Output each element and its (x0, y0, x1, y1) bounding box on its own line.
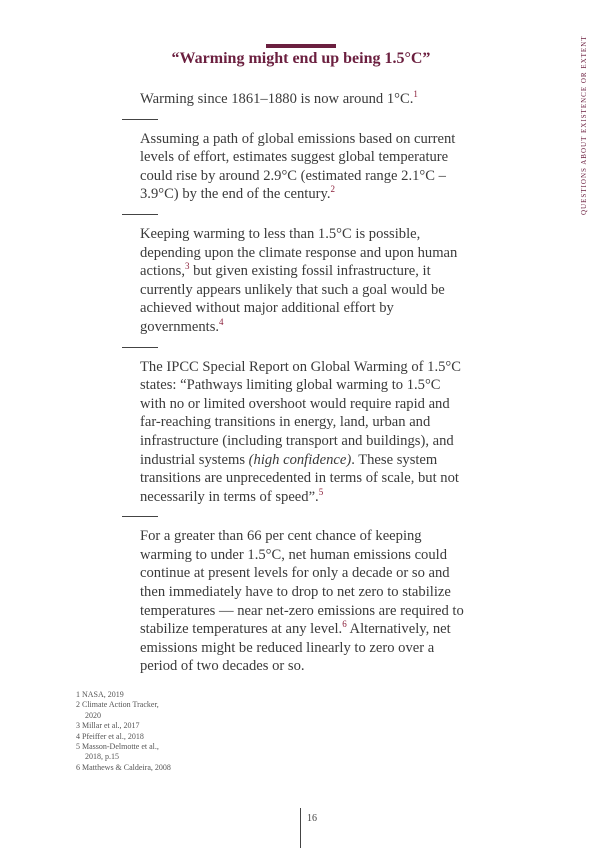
footnote-ref[interactable]: 4 (219, 317, 224, 328)
footnote: 4 Pfeiffer et al., 2018 (76, 731, 144, 741)
paragraph-3: Keeping warming to less than 1.5°C is possible, depending upon the climate response and upon human actions,$^3$ but given existing fossil infrastructure, it currently appears unlikely that such a goal would be achieved without major additional effort by governments.$^4$ (140, 225, 458, 335)
footnote: 1 NASA, 2019 (76, 690, 124, 700)
section-title: “Warming might end up being 1.5°C” (171, 50, 431, 67)
paragraph-1: Warming since 1861–1880 is now around 1°C.$^1$ (140, 89, 418, 107)
divider (122, 119, 158, 120)
running-head: QUESTIONS ABOUT EXISTENCE OR EXTENT (580, 35, 588, 215)
footnote: 5 Masson-Delmotte et al., 2018, p.15 (76, 742, 159, 762)
footnotes (76, 690, 176, 773)
title-rule (266, 44, 336, 48)
footnote: 3 Millar et al., 2017 (76, 721, 140, 731)
footnote-ref[interactable]: 5 (318, 486, 324, 497)
page-number: 16 (307, 813, 317, 824)
footnote: 2 Climate Action Tracker, 2020 (76, 700, 159, 720)
footnote-ref[interactable]: 3 (185, 261, 190, 272)
paragraph-2: Assuming a path of global emissions based on current levels of effort, estimates suggest global temperature could rise by around 2.9°C (estimated range 2.1°C – 3.9°C) by the end of the century.$^2$ (140, 130, 456, 203)
divider (122, 516, 158, 517)
footnote-ref[interactable]: 1 (413, 89, 418, 100)
body-column (76, 90, 476, 773)
divider (122, 347, 158, 348)
footnote-ref[interactable]: 6 (342, 619, 347, 630)
footnote: 6 Matthews & Caldeira, 2008 (76, 762, 171, 772)
paragraph-4: The IPCC Special Report on Global Warming of 1.5°C states: “Pathways limiting global warming to 1.5°C with no or limited overshoot would require rapid and far-reaching transitions in energy, land, urban and infrastructure (including transport and buildings), and industrial systems (high confidence). These system transitions are unprecedented in terms of scale, but not necessarily in terms of speed”.$^5$ (140, 358, 461, 505)
paragraph-5: For a greater than 66 per cent chance of keeping warming to under 1.5°C, net human emissions could continue at present levels for only a decade or so and then immediately have to drop to net zero to stabilize temperatures — near net-zero emissions are required to stabilize temperatures at any level.$^6$ Alternatively, net emissions might be reduced linearly to zero over a period of two decades or so. (140, 528, 464, 675)
page-number-rule (300, 808, 301, 848)
footnote-ref[interactable]: 2 (330, 184, 336, 195)
divider (122, 214, 158, 215)
